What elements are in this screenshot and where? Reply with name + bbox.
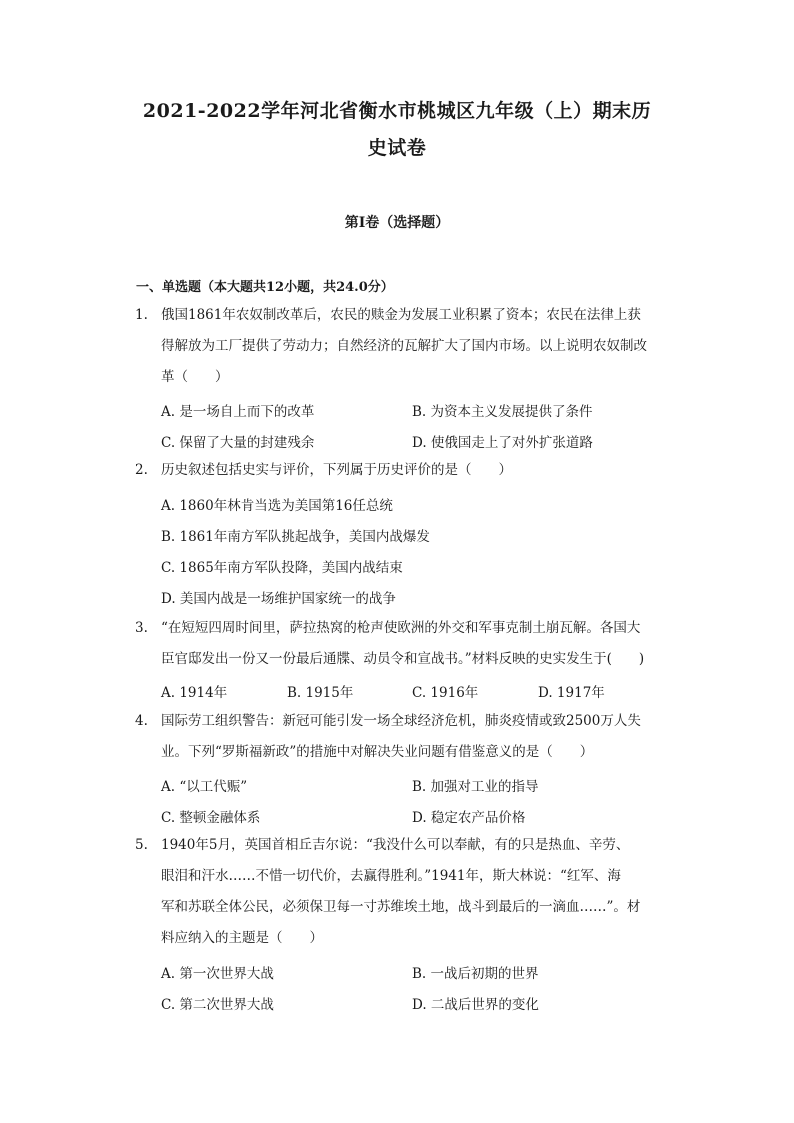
option-a: A. “以工代赈” (161, 779, 248, 795)
option-a: A. 1914年 (161, 685, 228, 701)
option-c: C. 1865年南方军队投降，美国内战结束 (161, 560, 403, 576)
question-text-line: 料应纳入的主题是（ ） (161, 930, 323, 946)
question-text-line: 眼泪和汗水……不惜一切代价，去赢得胜利。”1941年，斯大林说：“红军、海 (161, 868, 621, 884)
question-text-line: 历史叙述包括史实与评价，下列属于历史评价的是（ ） (161, 462, 512, 478)
question-text-line: 军和苏联全体公民，必须保卫每一寸苏维埃土地，战斗到最后的一滴血……”。材 (161, 899, 641, 915)
question-text-line: 1940年5月，英国首相丘吉尔说：“我没什么可以奉献，有的只是热血、辛劳、 (161, 837, 630, 853)
question-text-line: 得解放为工厂提供了劳动力；自然经济的瓦解扩大了国内市场。以上说明农奴制改 (161, 338, 647, 354)
option-a: A. 1860年林肯当选为美国第16任总统 (161, 498, 393, 514)
option-b: B. 1861年南方军队挑起战争，美国内战爆发 (161, 529, 430, 545)
option-d: D. 二战后世界的变化 (412, 997, 539, 1013)
option-c: C. 1916年 (412, 685, 479, 701)
option-d: D. 美国内战是一场维护国家统一的战争 (161, 591, 396, 607)
option-d: D. 使俄国走上了对外扩张道路 (412, 435, 593, 451)
question-text-line: 国际劳工组织警告：新冠可能引发一场全球经济危机，肺炎疫情或致2500万人失 (161, 713, 641, 729)
question-text-line: 臣官邸发出一份又一份最后通牒、动员令和宣战书。”材料反映的史实发生于( ) (161, 651, 645, 667)
question-number: 1. (135, 307, 148, 323)
option-c: C. 保留了大量的封建残余 (161, 435, 315, 451)
question-number: 3. (135, 620, 148, 636)
part-title: 第I卷（选择题） (344, 215, 450, 231)
exam-title-line-1: 2021-2022学年河北省衡水市桃城区九年级（上）期末历 (142, 100, 652, 122)
option-b: B. 1915年 (287, 685, 354, 701)
option-b: B. 一战后初期的世界 (412, 966, 539, 982)
question-text-line: 业。下列“罗斯福新政”的措施中对解决失业问题有借鉴意义的是（ ） (161, 744, 594, 760)
option-c: C. 第二次世界大战 (161, 997, 274, 1013)
question-text-line: 俄国1861年农奴制改革后，农民的赎金为发展工业积累了资本；农民在法律上获 (161, 307, 641, 323)
question-number: 4. (135, 713, 148, 729)
section-title: 一、单选题（本大题共12小题，共24.0分） (136, 280, 394, 295)
option-d: D. 1917年 (538, 685, 605, 701)
option-c: C. 整顿金融体系 (161, 810, 261, 826)
option-d: D. 稳定农产品价格 (412, 810, 526, 826)
option-b: B. 加强对工业的指导 (412, 779, 539, 795)
option-a: A. 是一场自上而下的改革 (161, 404, 315, 420)
question-number: 2. (135, 462, 148, 478)
option-a: A. 第一次世界大战 (161, 966, 274, 982)
exam-title-line-2: 史试卷 (367, 137, 427, 159)
question-text-line: 革（ ） (161, 369, 229, 385)
question-number: 5. (135, 837, 148, 853)
option-b: B. 为资本主义发展提供了条件 (412, 404, 593, 420)
question-text-line: “在短短四周时间里，萨拉热窝的枪声使欧洲的外交和军事克制土崩瓦解。各国大 (161, 620, 641, 636)
